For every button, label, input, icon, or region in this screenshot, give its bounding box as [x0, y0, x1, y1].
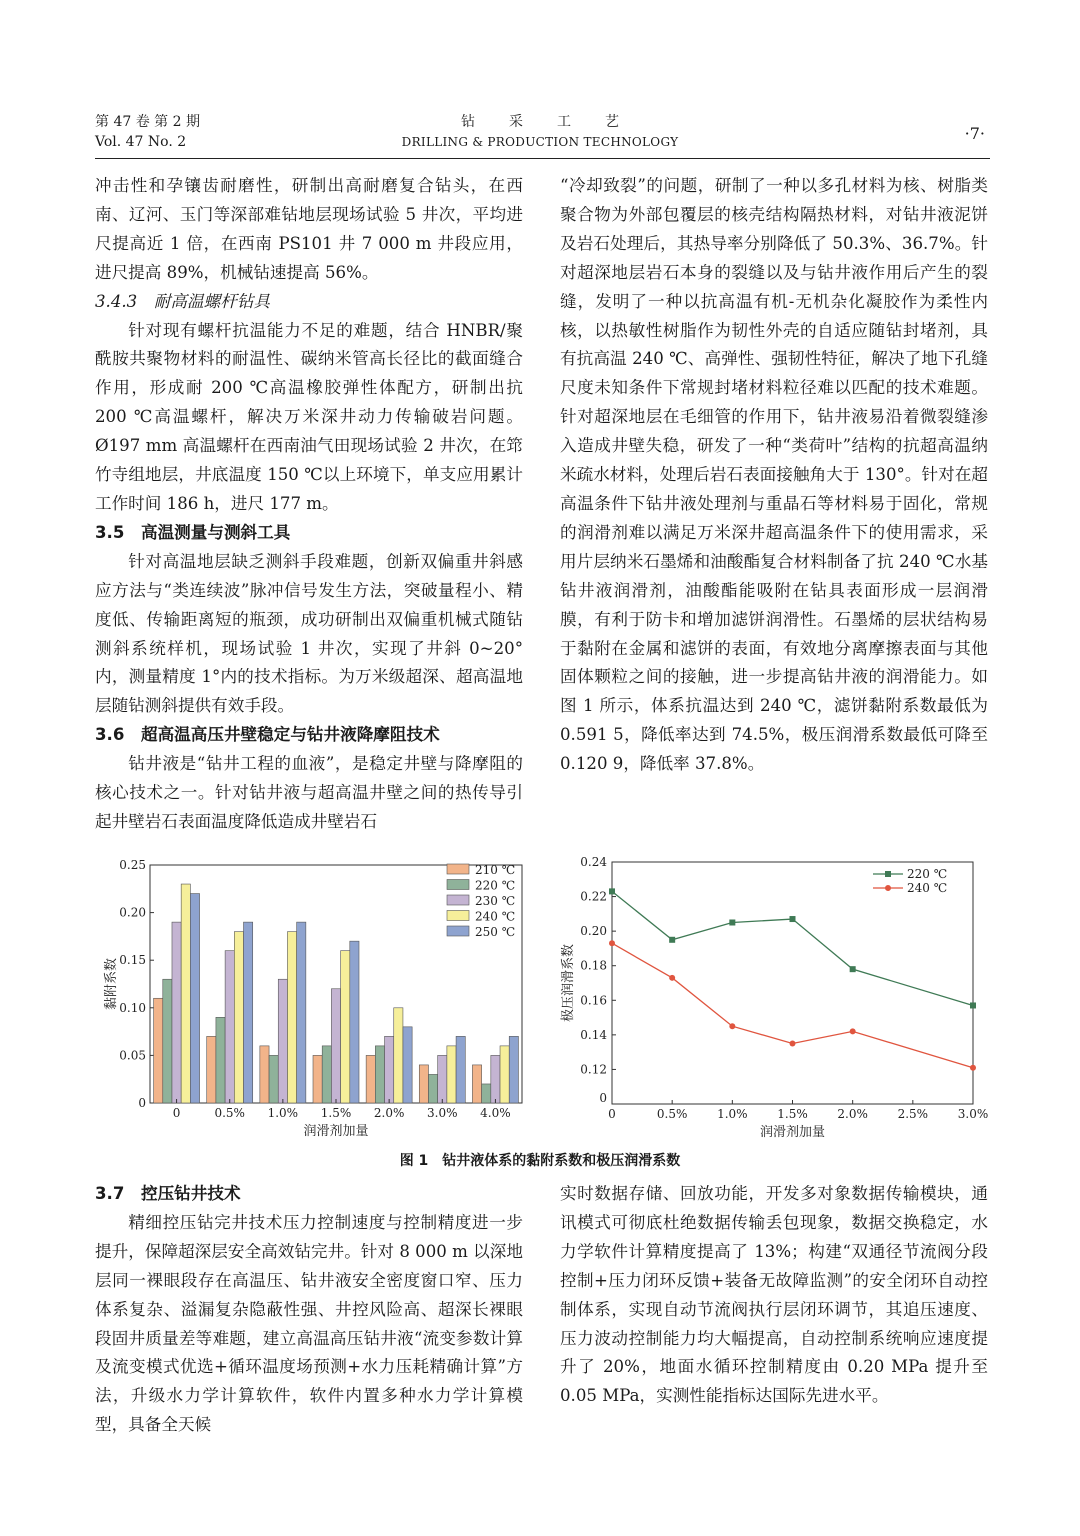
bar — [403, 1027, 412, 1103]
body-paragraph: 实时数据存储、回放功能，开发多对象数据传输模块，通讯模式可彻底杜绝数据传输丢包现象，数据交换稳定，水力学软件计算精度提高了 13%；构建“双通径节流阀分段控制+压力闭环反馈+装备无故障监测”的安全闭环自动控制体系，实现自动节流阀执行层闭环调节，其追压速度、压力波动控制能力均大幅提高，自动控制系统响应速度提升了 20%，地面水循环控制精度由 0.20 MPa 提升至 0.05 MPa，实测性能指标达国际先进水平。 — [560, 1184, 988, 1406]
y-tick-label: 0.24 — [580, 855, 607, 869]
bar — [491, 1055, 500, 1103]
x-tick-label: 3.0% — [957, 1107, 989, 1121]
bar — [297, 922, 306, 1103]
bar — [234, 932, 243, 1103]
y-tick-label: 0.05 — [119, 1048, 146, 1063]
data-point — [850, 966, 856, 972]
body-paragraph: “冷却致裂”的问题，研制了一种以多孔材料为核、树脂类聚合物为外部包覆层的核壳结构隔热材料，对钻井液泥饼及岩石处理后，其热导率分别降低了 50.3%、36.7%。针对超深地层岩石本身的裂缝以及与钻井液作用后产生的裂缝，发明了一种以抗高温有机-无机杂化凝胶作为柔性内核，以热敏性树脂作为韧性外壳的自适应随钻封堵剂，具有抗高温 240 ℃、高弹性、强韧性特征，解决了地下孔缝尺度未知条件下常规封堵材料粒径难以匹配的技术难题。针对超深地层在毛细管的作用下，钻井液易沿着微裂缝渗入造成井壁失稳，研发了一种“类荷叶”结构的抗超高温纳米疏水材料，处理后岩石表面接触角大于 130°。针对在超高温条件下钻井液处理剂与重晶石等材料易于固化，常规的润滑剂难以满足万米深井超高温条件下的使用需求，采用片层纳米石墨烯和油酸酯复合材料制备了抗 240 ℃水基钻井液润滑剂，油酸酯能吸附在钻具表面形成一层润滑膜，有利于防卡和增加滤饼润滑性。石墨烯的层状结构易于黏附在金属和滤饼的表面，有效地分离摩擦表面与其他固体颗粒之间的接触，进一步提高钻井液的润滑能力。如图 1 所示，体系抗温达到 240 ℃，滤饼黏附系数最低为 0.591 5，降低率达到 74.5%，极压润滑系数最低可降至 0.120 9，降低率 37.8%。 — [560, 176, 988, 774]
x-tick-label: 4.0% — [480, 1106, 511, 1120]
bar — [509, 1036, 518, 1103]
legend-swatch — [447, 926, 469, 936]
bar — [216, 1017, 225, 1103]
bar — [331, 989, 340, 1103]
x-tick-label: 2.0% — [837, 1107, 868, 1121]
legend-label: 240 ℃ — [475, 909, 516, 924]
journal-title-en: DRILLING & PRODUCTION TECHNOLOGY — [401, 135, 679, 149]
data-point — [790, 1041, 796, 1047]
bar — [260, 1046, 269, 1103]
legend-swatch — [447, 864, 469, 874]
body-paragraph: 针对现有螺杆抗温能力不足的难题，结合 HNBR/聚酰胺共聚物材料的耐温性、碳纳米管高长径比的截面缝合作用，形成耐 200 ℃高温橡胶弹性体配方，研制出抗 200 ℃高温螺杆，解决万米深井动力传输破岩问题。Ø197 mm 高温螺杆在西南油气田现场试验 2 井次，在筇竹寺组地层，井底温度 150 ℃以上环境下，单支应用累计工作时间 186 h，进尺 177 m。 — [95, 320, 523, 513]
y-axis-label: 黏附系数 — [104, 957, 119, 1011]
x-tick-label: 1.5% — [320, 1106, 352, 1120]
bar — [394, 1008, 403, 1103]
x-axis-label: 润滑剂加量 — [759, 1125, 826, 1140]
x-tick-label: 1.0% — [267, 1106, 299, 1120]
bar — [375, 1046, 384, 1103]
bar — [287, 932, 296, 1103]
bar — [350, 941, 359, 1103]
y-tick-label: 0.20 — [580, 924, 607, 939]
y-tick-label: 0 — [138, 1096, 146, 1110]
series-line — [612, 891, 973, 1005]
running-header-journal — [380, 112, 700, 152]
section-heading: 3.6 超高温高压井壁稳定与钻井液降摩阻技术 — [95, 725, 440, 745]
lubrication-line-chart — [555, 852, 995, 1142]
bar — [482, 1084, 491, 1103]
x-tick-label: 2.5% — [897, 1107, 929, 1121]
bar — [385, 1036, 394, 1103]
x-tick-label: 0 — [172, 1106, 181, 1120]
bar — [472, 1065, 481, 1103]
y-tick-label: 0.25 — [119, 858, 146, 872]
x-tick-label: 1.0% — [717, 1107, 748, 1121]
body-paragraph: 冲击性和孕镶齿耐磨性，研制出高耐磨复合钻头，在西南、辽河、玉门等深部难钻地层现场试验 5 井次，平均进尺提高近 1 倍，在西南 PS101 井 7 000 m 井段应用，进尺提高 89%，机械钻速提高 56%。 — [95, 176, 523, 282]
plot-frame — [612, 862, 973, 1104]
left-column-bottom — [95, 1180, 523, 1440]
running-header-volume — [95, 112, 200, 152]
legend-label: 230 ℃ — [475, 894, 516, 908]
bar — [313, 1055, 322, 1103]
y-tick-label: 0.22 — [580, 889, 607, 904]
section-heading: 3.5 高温测量与测斜工具 — [95, 522, 291, 542]
bar — [190, 894, 199, 1103]
bar — [207, 1036, 216, 1103]
legend-swatch — [447, 911, 469, 921]
bar — [322, 1046, 331, 1103]
bar — [154, 998, 163, 1103]
legend-marker — [885, 871, 891, 877]
series-line — [612, 943, 973, 1067]
right-column-bottom — [560, 1180, 988, 1411]
data-point — [790, 916, 796, 922]
bar — [278, 979, 287, 1103]
legend-label: 250 ℃ — [475, 925, 516, 939]
legend-label: 220 ℃ — [475, 878, 516, 893]
y-tick-label: 0.14 — [580, 1027, 607, 1042]
bar — [456, 1036, 465, 1103]
bar — [341, 951, 350, 1103]
legend-label: 210 ℃ — [475, 863, 516, 877]
section-heading: 3.7 控压钻井技术 — [95, 1184, 241, 1203]
x-tick-label: 0.5% — [656, 1107, 688, 1121]
data-point — [609, 888, 615, 894]
bar — [181, 884, 190, 1103]
y-tick-label: 0.12 — [580, 1062, 607, 1077]
x-tick-label: 0.5% — [214, 1106, 245, 1120]
bar — [419, 1065, 428, 1103]
y-axis-label: 极压润滑系数 — [561, 943, 576, 1023]
x-tick-label: 2.0% — [373, 1106, 405, 1120]
right-column-top — [560, 172, 988, 779]
bar — [438, 1055, 447, 1103]
x-tick-label: 1.5% — [777, 1107, 808, 1121]
figure-caption: 图 1 钻井液体系的黏附系数和极压润滑系数 — [399, 1153, 681, 1169]
bar — [447, 1046, 456, 1103]
y-tick-label: 0.10 — [119, 1000, 146, 1015]
bar — [269, 1055, 278, 1103]
adhesion-bar-chart — [95, 852, 535, 1142]
bar — [366, 1055, 375, 1103]
body-paragraph: 针对高温地层缺乏测斜手段难题，创新双偏重井斜感应方法与“类连续波”脉冲信号发生方法，突破量程小、精度低、传输距离短的瓶颈，成功研制出双偏重机械式随钻测斜系统样机，现场试验 1 井次，实现了井斜 0~20°内，测量精度 1°内的技术指标。为万米级超深、超高温地层随钻测斜提供有效手段。 — [95, 551, 523, 716]
body-paragraph: 精细控压钻完井技术压力控制速度与控制精度进一步提升，保障超深层安全高效钻完井。针对 8 000 m 以深地层同一裸眼段存在高温压、钻井液安全密度窗口窄、压力体系复杂、溢漏复杂隐蔽性强、井控风险高、超深长裸眼段固井质量差等难题，建立高温高压钻井液“流变参数计算及流变模式优选+循环温度场预测+水力压耗精确计算”方法，升级水力学计算软件，软件内置多种水力学计算模型，具备全天候 — [95, 1212, 523, 1435]
bar — [428, 1074, 437, 1103]
x-tick-label: 0 — [608, 1107, 616, 1121]
legend-label: 220 ℃ — [907, 867, 948, 881]
y-tick-label: 0.20 — [119, 905, 146, 920]
bar — [244, 922, 253, 1103]
y-tick-label: 0.18 — [580, 958, 607, 973]
data-point — [729, 920, 735, 926]
page-number: ·7· — [964, 124, 985, 143]
volume-zh: 第 47 卷 第 2 期 — [95, 114, 200, 130]
subsection-heading: 3.4.3 耐高温螺杆钻具 — [95, 291, 270, 311]
bar — [225, 951, 234, 1103]
journal-title-zh: 钻采工艺 — [461, 114, 653, 130]
legend-marker — [885, 885, 891, 891]
body-paragraph: 钻井液是“钻井工程的血液”，是稳定井壁与降摩阻的核心技术之一。针对钻井液与超高温井壁之间的热传导引起井壁岩石表面温度降低造成井壁岩石 — [95, 754, 523, 831]
legend-swatch — [447, 880, 469, 890]
data-point — [729, 1023, 735, 1029]
data-point — [970, 1065, 976, 1071]
left-column-top — [95, 172, 523, 837]
header-rule — [95, 158, 990, 159]
volume-en: Vol. 47 No. 2 — [95, 134, 187, 150]
data-point — [609, 940, 615, 946]
bar — [500, 1046, 509, 1103]
y-tick-label: 0.15 — [119, 953, 146, 968]
y-tick-label: 0 — [599, 1091, 607, 1105]
data-point — [850, 1028, 856, 1034]
bar — [172, 922, 181, 1103]
bar — [163, 979, 172, 1103]
x-axis-label: 润滑剂加量 — [303, 1124, 369, 1139]
x-tick-label: 3.0% — [427, 1106, 458, 1120]
legend-swatch — [447, 895, 469, 905]
y-tick-label: 0.16 — [580, 993, 607, 1008]
legend-label: 240 ℃ — [907, 881, 948, 895]
data-point — [669, 937, 675, 943]
data-point — [669, 975, 675, 981]
data-point — [970, 1002, 976, 1008]
